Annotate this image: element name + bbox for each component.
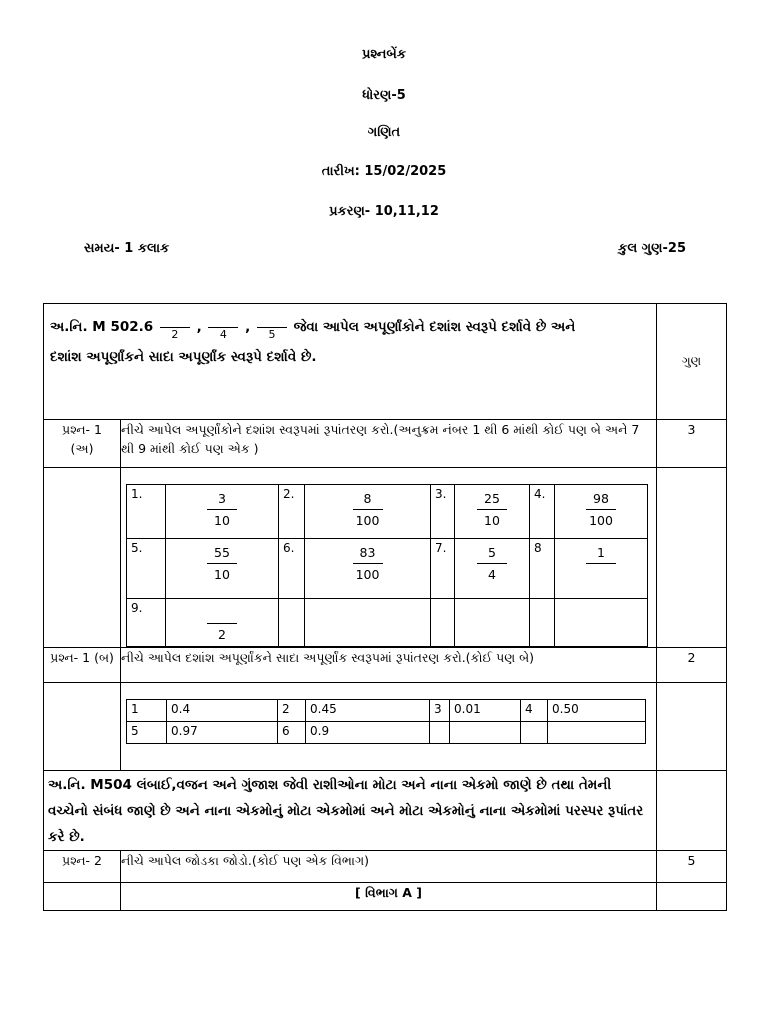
decimal-item-no: 6 — [278, 722, 306, 744]
fraction-item: 55 10 — [166, 539, 279, 599]
question-1b-grid-row — [44, 683, 727, 771]
decimal-item: 0.01 — [450, 700, 521, 722]
decimal-item: 0.9 — [306, 722, 430, 744]
decimal-item: 0.45 — [306, 700, 430, 722]
subject-title: ગણિત — [367, 125, 401, 140]
fraction-item-no: 9. — [127, 599, 166, 647]
fraction-item-no: 7. — [431, 539, 455, 599]
fraction-item: 83 100 — [305, 539, 431, 599]
fraction-item-no: 4. — [530, 485, 555, 539]
fraction-item: 25 10 — [455, 485, 530, 539]
standard-title: ધોરણ-5 — [362, 88, 406, 103]
question-1a-grid-row — [44, 468, 727, 648]
objective-1-cell — [44, 304, 657, 420]
decimal-item-no: 5 — [127, 722, 167, 744]
objective-row-2 — [44, 771, 727, 851]
fraction-item-no: 1. — [127, 485, 166, 539]
marks-header: ગુણ — [657, 304, 727, 420]
fraction-item: 1 — [555, 539, 648, 599]
fraction-item: 8 100 — [305, 485, 431, 539]
question-1b-text: નીચે આપેલ દશાંશ અપૂર્ણાંકને સાદા અપૂર્ણાંક સ્વરૂપમાં રૂપાંતરણ કરો.(કોઈ પણ બે) — [121, 648, 657, 683]
fraction-item-no: 2. — [279, 485, 305, 539]
objective-2-text: અ.નિ. M504 લંબાઈ,વજન અને ગુંજાશ જેવી રાશીઓના મોટા અને નાના એકમો જાણે છે તથા તેમની વચ્ચેનો સંબંધ જાણે છે અને નાના એકમોનું મોટા એકમોમાં અને મોટા એકમોનું નાના એકમોમાં પરસ્પર રૂપાંતર કરે છે. — [44, 771, 657, 851]
question-2-text: નીચે આપેલ જોડકા જોડો.(કોઈ પણ એક વિભાગ) — [121, 851, 657, 883]
total-marks-label: કુલ ગુણ-25 — [618, 241, 686, 256]
decimal-item-no: 1 — [127, 700, 167, 722]
fraction-grid — [126, 484, 648, 647]
question-1b-marks: 2 — [657, 648, 727, 683]
decimal-item: 0.50 — [548, 700, 646, 722]
decimal-item-no: 4 — [521, 700, 548, 722]
question-1b-row — [44, 648, 727, 683]
decimal-grid — [126, 699, 646, 744]
section-a-heading: [ વિભાગ A ] — [121, 883, 657, 911]
question-1a-label: પ્રશ્ન- 1 (અ) — [44, 420, 121, 468]
fraction-blank-3: 5 — [257, 313, 287, 342]
fraction-blank-2: 4 — [208, 313, 238, 342]
fraction-item: 2 — [166, 599, 279, 647]
fraction-item: 5 4 — [455, 539, 530, 599]
fraction-blank-1: 2 — [160, 313, 190, 342]
objective-row-1 — [44, 304, 727, 420]
separator: , — [245, 319, 251, 335]
decimal-item-no: 3 — [430, 700, 450, 722]
question-1b-label: પ્રશ્ન- 1 (બ) — [44, 648, 121, 683]
question-1a-text: નીચે આપેલ અપૂર્ણાંકોને દશાંશ સ્વરૂપમાં રૂપાંતરણ કરો.(અનુક્રમ નંબર 1 થી 6 માંથી કોઈ પણ બે અને 7 થી 9 માંથી કોઈ પણ એક ) — [121, 420, 657, 468]
question-1a-row — [44, 420, 727, 468]
fraction-item-no: 5. — [127, 539, 166, 599]
fraction-item-no: 8 — [530, 539, 555, 599]
question-2-row — [44, 851, 727, 883]
question-2-label: પ્રશ્ન- 2 — [44, 851, 121, 883]
fraction-item: 98 100 — [555, 485, 648, 539]
decimal-item-no: 2 — [278, 700, 306, 722]
objective-1-text: જેવા આપેલ અપૂર્ણાંકોને દશાંશ સ્વરૂપે દર્શાવે છે અને — [293, 319, 576, 335]
time-label: સમય- 1 કલાક — [84, 241, 170, 256]
fraction-item-no: 6. — [279, 539, 305, 599]
section-row — [44, 883, 727, 911]
question-2-marks: 5 — [657, 851, 727, 883]
separator: , — [196, 319, 202, 335]
objective-1-text-2: દશાંશ અપૂર્ણાંકને સાદા અપૂર્ણાંક સ્વરૂપે દર્શાવે છે. — [50, 349, 317, 365]
decimal-item: 0.4 — [167, 700, 278, 722]
fraction-item-no: 3. — [431, 485, 455, 539]
question-1a-marks: 3 — [657, 420, 727, 468]
objective-1-code: અ.નિ. M 502.6 — [50, 319, 154, 335]
decimal-item: 0.97 — [167, 722, 278, 744]
date-line: તારીખ: 15/02/2025 — [321, 164, 447, 179]
question-table — [43, 303, 727, 911]
bank-title: પ્રશ્નબેંક — [361, 47, 407, 62]
chapter-line: પ્રકરણ- 10,11,12 — [329, 204, 439, 219]
fraction-item: 3 10 — [166, 485, 279, 539]
